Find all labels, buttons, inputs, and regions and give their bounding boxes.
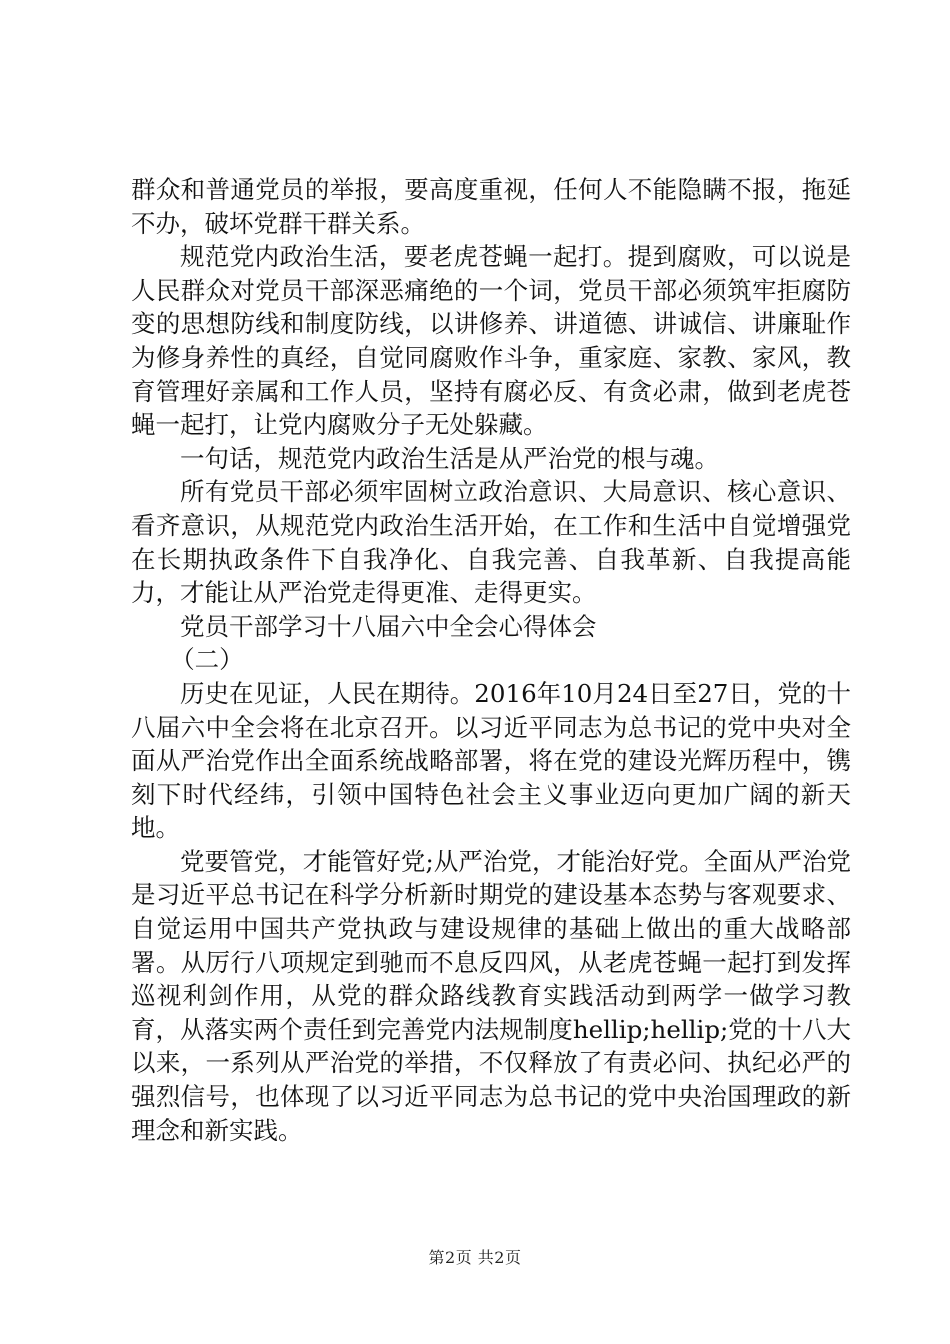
document-body: [131, 173, 851, 1147]
section-subtitle: （二）: [170, 645, 244, 675]
paragraph-6: 党要管党，才能管好党;从严治党，才能治好党。全面从严治党是习近平总书记在科学分析新时期党的建设基本态势与客观要求、自觉运用中国共产党执政与建设规律的基础上做出的重大战略部署。从厉行八项规定到驰而不息反四风，从老虎苍蝇一起打到发挥巡视利剑作用，从党的群众路线教育实践活动到两学一做学习教育，从落实两个责任到完善党内法规制度hellip;hellip;党的十八大以来，一系列从严治党的举措，不仅释放了有责必问、执纪必严的强烈信号，也体现了以习近平同志为总书记的党中央治国理政的新理念和新实践。: [131, 846, 851, 1145]
section-title: 党员干部学习十八届六中全会心得体会: [180, 611, 597, 641]
paragraph-4: 所有党员干部必须牢固树立政治意识、大局意识、核心意识、看齐意识，从规范党内政治生活开始，在工作和生活中自觉增强党在长期执政条件下自我净化、自我完善、自我革新、自我提高能力，才能让从严治党走得更准、走得更实。: [131, 477, 851, 608]
paragraph-5: 历史在见证，人民在期待。2016年10月24日至27日，党的十八届六中全会将在北京召开。以习近平同志为总书记的党中央对全面从严治党作出全面系统战略部署，将在党的建设光辉历程中，镌刻下时代经纬，引领中国特色社会主义事业迈向更加广阔的新天地。: [131, 678, 851, 843]
paragraph-1: 群众和普通党员的举报，要高度重视，任何人不能隐瞒不报，拖延不办，破坏党群干群关系。: [131, 175, 851, 238]
paragraph-2: 规范党内政治生活，要老虎苍蝇一起打。提到腐败，可以说是人民群众对党员干部深恶痛绝的一个词，党员干部必须筑牢拒腐防变的思想防线和制度防线，以讲修养、讲道德、讲诚信、讲廉耻作为修身养性的真经，自觉同腐败作斗争，重家庭、家教、家风，教育管理好亲属和工作人员，坚持有腐必反、有贪必肃，做到老虎苍蝇一起打，让党内腐败分子无处躲藏。: [131, 242, 851, 440]
page-footer: 第2页 共2页: [428, 1248, 522, 1267]
paragraph-3: 一句话，规范党内政治生活是从严治党的根与魂。: [180, 443, 719, 473]
